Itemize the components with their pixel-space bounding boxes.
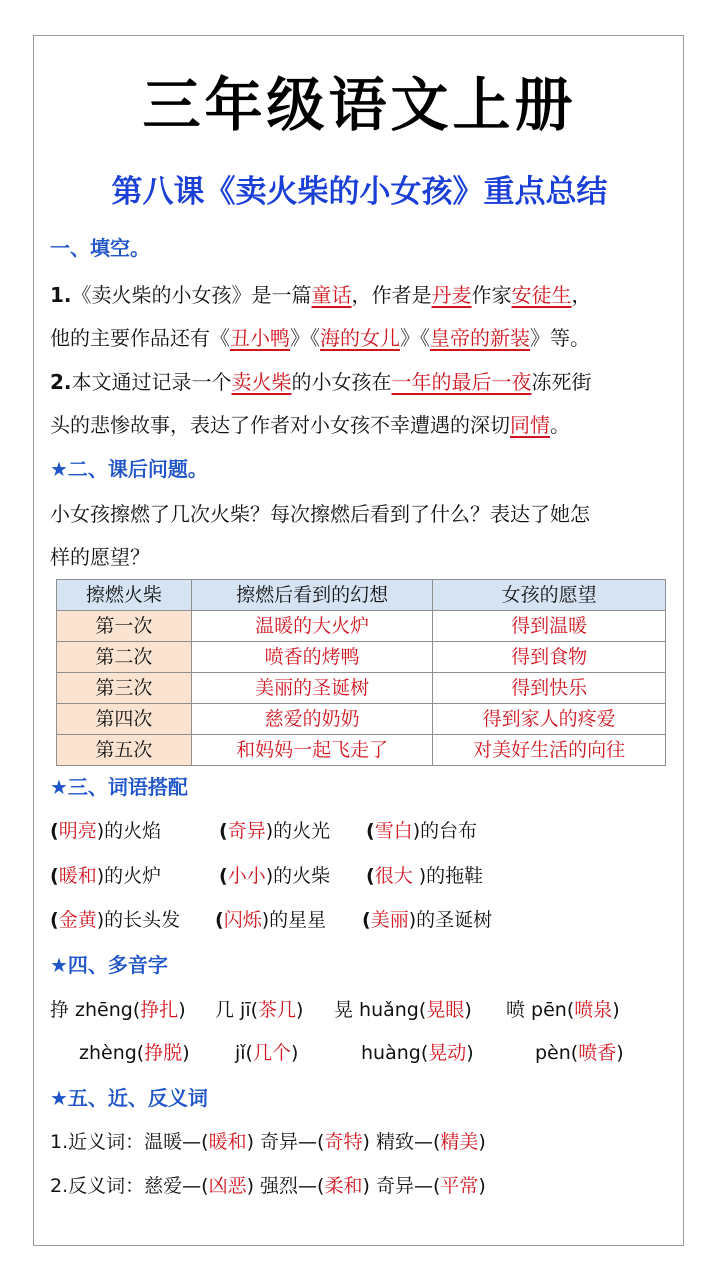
text: 奇异—( xyxy=(375,1175,441,1197)
answer: 丹麦 xyxy=(431,283,472,307)
text: 。 xyxy=(550,413,570,437)
text: )的火光 xyxy=(265,820,331,842)
paren: ( xyxy=(50,820,59,842)
polyphone-item xyxy=(506,995,620,1025)
answer: 暖和 xyxy=(58,865,97,887)
answer: 美丽 xyxy=(370,909,409,931)
answer: 挣扎 xyxy=(140,999,179,1021)
text: jǐ( xyxy=(235,1042,253,1064)
answer: 童话 xyxy=(311,283,352,307)
text: )的火柴 xyxy=(265,865,331,887)
collocation-item xyxy=(50,861,161,891)
table-cell: 美丽的圣诞树 xyxy=(191,673,433,704)
answer: 晃眼 xyxy=(426,999,465,1021)
text: 《卖火柴的小女孩》是一篇 xyxy=(71,283,312,307)
answer: 柔和 xyxy=(324,1175,363,1197)
polyphone-item xyxy=(361,1038,474,1068)
section-questions-heading: ★二、课后问题。 xyxy=(50,457,208,481)
text: )的火炉 xyxy=(96,865,162,887)
answer: 奇特 xyxy=(324,1131,363,1153)
answer: 明亮 xyxy=(58,820,97,842)
table-row xyxy=(57,673,666,704)
text: ) xyxy=(466,1042,474,1064)
text: ，作者是 xyxy=(351,283,432,307)
polyphone-item xyxy=(50,995,186,1025)
collocation-item xyxy=(362,905,492,935)
matches-table xyxy=(56,579,666,766)
collocation-item xyxy=(219,816,330,846)
table-cell: 第二次 xyxy=(57,642,192,673)
answer: 同情 xyxy=(510,413,550,437)
collocation-item xyxy=(366,816,477,846)
polyphone-item xyxy=(334,995,472,1025)
table-row xyxy=(57,704,666,735)
table-cell: 和妈妈一起飞走了 xyxy=(191,735,433,766)
answer: 精美 xyxy=(440,1131,479,1153)
table-cell: 得到食物 xyxy=(433,642,666,673)
answer: 雪白 xyxy=(374,820,413,842)
text: 》《 xyxy=(400,326,430,350)
text: 奇异—( xyxy=(260,1131,325,1153)
polyphone-item xyxy=(215,995,303,1025)
paren: ( xyxy=(366,820,375,842)
text: huàng( xyxy=(361,1042,429,1064)
q2-line1 xyxy=(50,367,592,397)
answer: 闪烁 xyxy=(223,909,262,931)
answer: 金黄 xyxy=(58,909,97,931)
collocation-item xyxy=(366,861,483,891)
text: ， xyxy=(571,283,592,307)
answer: 海的女儿 xyxy=(320,326,400,350)
text: ) xyxy=(182,1042,190,1064)
text: zhèng( xyxy=(79,1042,145,1064)
text: ) xyxy=(478,1131,486,1153)
text: ) xyxy=(464,999,472,1021)
table-cell: 第四次 xyxy=(57,704,192,735)
text: 强烈—( xyxy=(260,1175,325,1197)
collocation-item xyxy=(219,861,330,891)
text: 头的悲惨故事，表达了作者对小女孩不幸遭遇的深切 xyxy=(50,413,510,437)
section-polyphone-heading: ★四、多音字 xyxy=(50,953,168,977)
text: ) xyxy=(178,999,186,1021)
text: 晃 huǎng( xyxy=(334,999,427,1021)
table-row xyxy=(57,735,666,766)
paren: ( xyxy=(362,909,371,931)
table-cell: 慈爱的奶奶 xyxy=(191,704,433,735)
text: 慈爱—( xyxy=(144,1175,209,1197)
answer: 很大 xyxy=(374,865,419,887)
answer: 安徒生 xyxy=(511,283,572,307)
table-cell: 第三次 xyxy=(57,673,192,704)
text: 几 jī( xyxy=(215,999,259,1021)
text: 温暖—( xyxy=(144,1131,209,1153)
table-row xyxy=(57,642,666,673)
answer: 喷泉 xyxy=(574,999,613,1021)
q2-line2 xyxy=(50,410,570,440)
answer: 挣脱 xyxy=(144,1042,183,1064)
table-header: 女孩的愿望 xyxy=(433,580,666,611)
text: 作家 xyxy=(471,283,512,307)
table-cell: 第五次 xyxy=(57,735,192,766)
q2-number: 2. xyxy=(50,370,72,394)
q1-number: 1. xyxy=(50,283,72,307)
table-cell: 得到快乐 xyxy=(433,673,666,704)
paren: ( xyxy=(50,909,59,931)
text: )的台布 xyxy=(412,820,478,842)
answer: 奇异 xyxy=(227,820,266,842)
table-cell: 得到温暖 xyxy=(433,611,666,642)
q1-line1 xyxy=(50,280,592,310)
text: 》等。 xyxy=(530,326,590,350)
answer: 暖和 xyxy=(208,1131,247,1153)
text: ) xyxy=(612,999,620,1021)
answer: 皇帝的新装 xyxy=(430,326,530,350)
text: pèn( xyxy=(535,1042,579,1064)
synonym-line xyxy=(50,1127,486,1157)
polyphone-item xyxy=(235,1038,298,1068)
text: 》《 xyxy=(290,326,320,350)
paren: ( xyxy=(50,865,59,887)
table-cell: 温暖的大火炉 xyxy=(191,611,433,642)
polyphone-item xyxy=(535,1038,624,1068)
text: )的圣诞树 xyxy=(408,909,493,931)
question-line2: 样的愿望？ xyxy=(50,545,150,569)
table-cell: 喷香的烤鸭 xyxy=(191,642,433,673)
text: 挣 zhēng( xyxy=(50,999,141,1021)
text: ) xyxy=(246,1175,254,1197)
table-row xyxy=(57,611,666,642)
section-synonym-antonym-heading: ★五、近、反义词 xyxy=(50,1086,208,1110)
answer: 小小 xyxy=(227,865,266,887)
polyphone-item xyxy=(79,1038,190,1068)
paren: ( xyxy=(215,909,224,931)
paren: ( xyxy=(366,865,375,887)
text: ) xyxy=(296,999,304,1021)
text: )的火焰 xyxy=(96,820,162,842)
text: 本文通过记录一个 xyxy=(71,370,232,394)
collocation-item xyxy=(215,905,326,935)
table-cell: 对美好生活的向往 xyxy=(433,735,666,766)
text: 精致—( xyxy=(375,1131,441,1153)
section-fill-blank-heading: 一、填空。 xyxy=(50,236,150,260)
text: )的拖鞋 xyxy=(418,865,484,887)
text: 的小女孩在 xyxy=(291,370,392,394)
answer: 凶恶 xyxy=(208,1175,247,1197)
antonym-line xyxy=(50,1171,486,1201)
answer: 卖火柴 xyxy=(231,370,292,394)
answer: 茶几 xyxy=(258,999,297,1021)
text: ) xyxy=(478,1175,486,1197)
question-line1: 小女孩擦燃了几次火柴？每次擦燃后看到了什么？表达了她怎 xyxy=(50,502,590,526)
text: )的长头发 xyxy=(96,909,181,931)
text: 他的主要作品还有《 xyxy=(50,326,230,350)
answer: 几个 xyxy=(252,1042,291,1064)
table-cell: 第一次 xyxy=(57,611,192,642)
table-header-row xyxy=(57,580,666,611)
text: 喷 pēn( xyxy=(506,999,575,1021)
lesson-subtitle: 第八课《卖火柴的小女孩》重点总结 xyxy=(111,174,608,210)
q1-line2 xyxy=(50,323,590,353)
text: ) xyxy=(362,1175,370,1197)
collocation-item xyxy=(50,905,180,935)
table-cell: 得到家人的疼爱 xyxy=(433,704,666,735)
page-title: 三年级语文上册 xyxy=(142,71,577,139)
synonym-label: 1.近义词： xyxy=(50,1131,145,1153)
paren: ( xyxy=(219,820,228,842)
answer: 晃动 xyxy=(428,1042,467,1064)
collocation-item xyxy=(50,816,161,846)
text: ) xyxy=(291,1042,299,1064)
answer: 丑小鸭 xyxy=(230,326,290,350)
table-header: 擦燃火柴 xyxy=(57,580,192,611)
table-header: 擦燃后看到的幻想 xyxy=(191,580,433,611)
text: ) xyxy=(246,1131,254,1153)
answer: 喷香 xyxy=(578,1042,617,1064)
paren: ( xyxy=(219,865,228,887)
answer: 一年的最后一夜 xyxy=(391,370,532,394)
text: ) xyxy=(616,1042,624,1064)
section-collocation-heading: ★三、词语搭配 xyxy=(50,775,188,799)
text: ) xyxy=(362,1131,370,1153)
answer: 平常 xyxy=(440,1175,479,1197)
text: 冻死街 xyxy=(531,370,592,394)
text: )的星星 xyxy=(261,909,327,931)
antonym-label: 2.反义词： xyxy=(50,1175,145,1197)
